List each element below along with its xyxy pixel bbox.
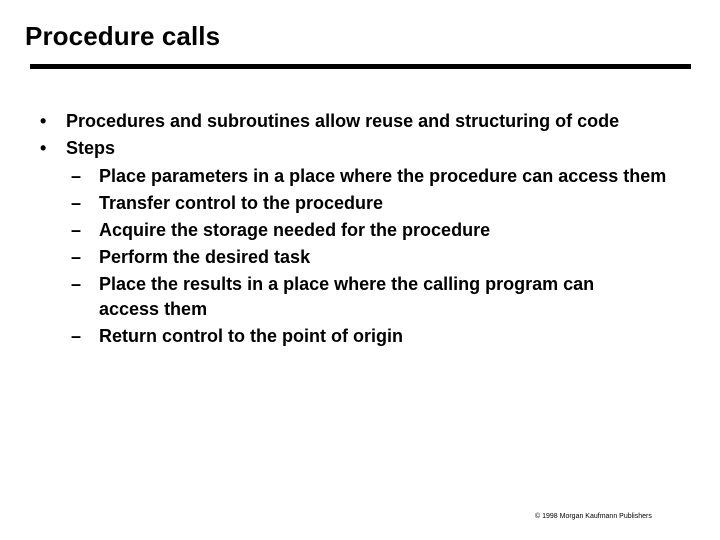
- sub-bullet-text: Perform the desired task: [99, 247, 311, 267]
- sub-bullet-text: Return control to the point of origin: [99, 326, 403, 346]
- sub-bullet-item: [40, 245, 700, 270]
- dash-mark: –: [71, 166, 82, 186]
- title-divider: [30, 64, 691, 69]
- dash-mark: –: [71, 193, 82, 213]
- bullet-item: [40, 135, 700, 162]
- sub-bullet-item: [40, 218, 700, 243]
- copyright-footer: © 1998 Morgan Kaufmann Publishers: [535, 513, 652, 520]
- bullet-text: Procedures and subroutines allow reuse and structuring of code: [66, 111, 620, 131]
- dash-mark: –: [71, 220, 82, 240]
- bullet-mark: •: [40, 138, 47, 158]
- sub-bullet-item: [40, 164, 700, 189]
- slide-title: Procedure calls: [25, 21, 221, 51]
- sub-bullet-item: [40, 324, 700, 349]
- slide-content: [40, 108, 700, 349]
- sub-bullet-text: Place parameters in a place where the procedure can access them: [99, 166, 667, 186]
- sub-bullet-item: [40, 272, 700, 322]
- bullet-mark: •: [40, 111, 47, 131]
- dash-mark: –: [71, 326, 82, 346]
- sub-bullet-text: Place the results in a place where the calling program can access them: [99, 274, 595, 319]
- bullet-text: Steps: [66, 138, 116, 158]
- dash-mark: –: [71, 274, 82, 294]
- dash-mark: –: [71, 247, 82, 267]
- sub-bullet-text: Acquire the storage needed for the procedure: [99, 220, 491, 240]
- sub-bullet-item: [40, 191, 700, 216]
- sub-bullet-text: Transfer control to the procedure: [99, 193, 384, 213]
- bullet-item: [40, 108, 700, 135]
